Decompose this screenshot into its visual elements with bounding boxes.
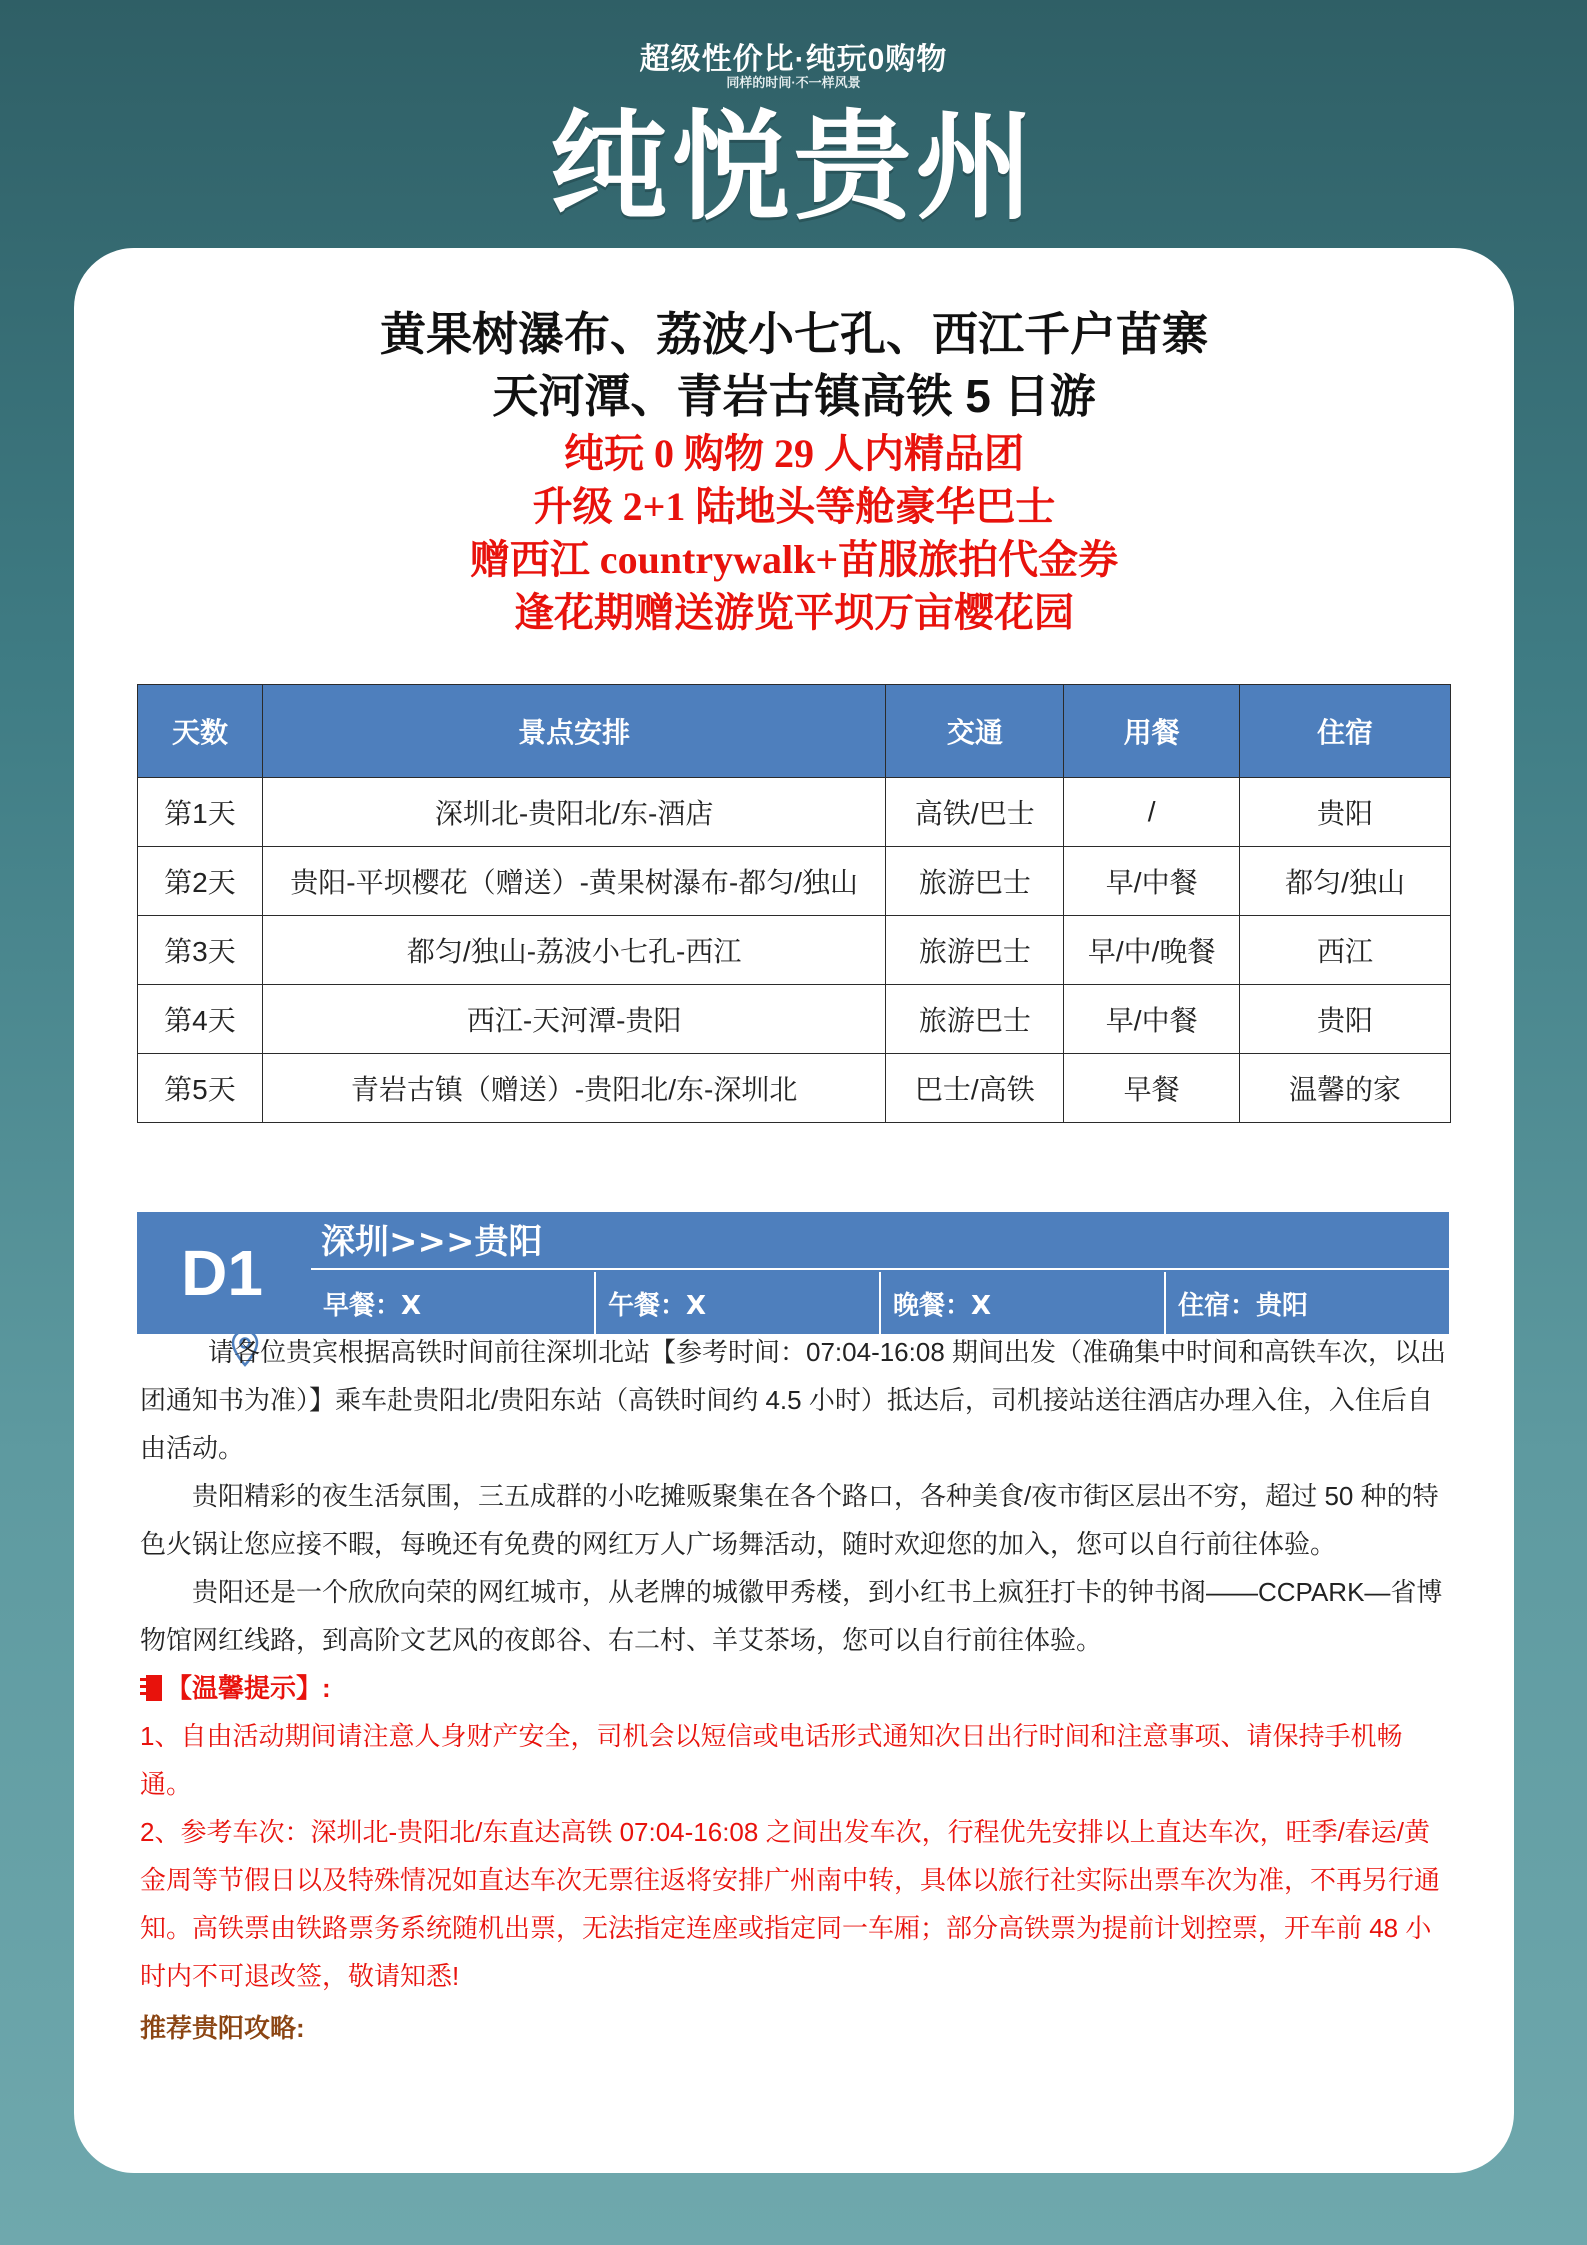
cell-lodging: 贵阳 [1240,985,1451,1054]
cell-attractions: 深圳北-贵阳北/东-酒店 [262,778,885,847]
cell-transport: 旅游巴士 [886,985,1064,1054]
cell-day: 第4天 [138,985,263,1054]
header-attractions: 景点安排 [262,685,885,778]
cell-day: 第1天 [138,778,263,847]
cell-meals: 早/中餐 [1064,847,1240,916]
day-number: D1 [181,1237,263,1309]
cell-attractions: 都匀/独山-荔波小七孔-西江 [262,916,885,985]
title-block [74,303,1514,639]
cell-transport: 旅游巴士 [886,847,1064,916]
promo-line: 升级 2+1 陆地头等舱豪华巴士 [532,484,1056,529]
recommend-heading: 推荐贵阳攻略: [140,2013,305,2043]
table-header-row [138,685,1451,778]
lunch-cell: 午餐：X [594,1272,879,1334]
cell-transport: 旅游巴士 [886,916,1064,985]
day-route: 深圳>>>贵阳 [311,1212,1449,1270]
cell-meals: 早餐 [1064,1054,1240,1123]
cell-transport: 巴士/高铁 [886,1054,1064,1123]
table-row [138,847,1451,916]
header-days: 天数 [138,685,263,778]
dinner-cell: 晚餐：X [879,1272,1164,1334]
location-pin-icon [178,1329,208,1369]
tour-title-line-1: 黄果树瀑布、荔波小七孔、西江千户苗寨 [380,308,1208,360]
header-subline: 同样的时间·不一样风景 [726,75,861,90]
promo-line: 逢花期赠送游览平坝万亩樱花园 [514,590,1074,635]
header-lodging: 住宿 [1240,685,1451,778]
header-meals: 用餐 [1064,685,1240,778]
cell-meals: 早/中/晚餐 [1064,916,1240,985]
tip-heading [140,1664,1450,1712]
paragraph-text: 请各位贵宾根据高铁时间前往深圳北站【参考时间：07:04-16:08 期间出发（准确集中时间和高铁车次，以出团通知书为准）】乘车赴贵阳北/贵阳东站（高铁时间约 4.5 小时）抵达后，司机接站送往酒店办理入住，入住后自由活动。 [140,1337,1447,1463]
cell-attractions: 青岩古镇（赠送）-贵阳北/东-深圳北 [262,1054,885,1123]
table-row [138,916,1451,985]
cell-attractions: 贵阳-平坝樱花（赠送）-黄果树瀑布-都匀/独山 [262,847,885,916]
cell-lodging: 都匀/独山 [1240,847,1451,916]
brand-title: 纯悦贵州 [549,102,1038,234]
tip-item: 2、参考车次：深圳北-贵阳北/东直达高铁 07:04-16:08 之间出发车次，行程优先安排以上直达车次，旺季/春运/黄金周等节假日以及特殊情况如直达车次无票往返将安排广州南中转，具体以旅行社实际出票车次为准，不再另行通知。高铁票由铁路票务系统随机出票，无法指定连座或指定同一车厢；部分高铁票为提前计划控票，开车前 48 小时内不可退改签，敬请知悉! [140,1817,1441,1991]
cell-day: 第2天 [138,847,263,916]
content-card [74,248,1514,2173]
cell-day: 第3天 [138,916,263,985]
header-banner [0,0,1587,250]
cell-attractions: 西江-天河潭-贵阳 [262,985,885,1054]
table-row [138,985,1451,1054]
cell-meals: / [1064,778,1240,847]
table-row [138,778,1451,847]
stay-cell: 住宿：贵阳 [1164,1272,1449,1334]
day1-description [140,1328,1450,2052]
paragraph: 贵阳精彩的夜生活氛围，三五成群的小吃摊贩聚集在各个路口，各种美食/夜市街区层出不穷，超过 50 种的特色火锅让您应接不暇，每晚还有免费的网红万人广场舞活动，随时欢迎您的加入，您可以自行前往体验。 [140,1481,1439,1559]
cell-lodging: 温馨的家 [1240,1054,1451,1123]
tour-title-line-2: 天河潭、青岩古镇高铁 5 日游 [492,370,1096,422]
table-row [138,1054,1451,1123]
itinerary-table [137,684,1451,1123]
header-tagline: 超级性价比·纯玩0购物 [639,43,948,76]
paragraph: 贵阳还是一个欣欣向荣的网红城市，从老牌的城徽甲秀楼，到小红书上疯狂打卡的钟书阁——CCPARK—省博物馆网红线路，到高阶文艺风的夜郎谷、右二村、羊艾茶场，您可以自行前往体验。 [140,1577,1443,1655]
cell-lodging: 西江 [1240,916,1451,985]
day1-header [137,1212,1449,1334]
tip-title: 【温馨提示】: [166,1673,331,1703]
tip-item: 1、自由活动期间请注意人身财产安全，司机会以短信或电话形式通知次日出行时间和注意事项、请保持手机畅通。 [140,1721,1403,1799]
cell-lodging: 贵阳 [1240,778,1451,847]
paragraph [140,1328,1450,1472]
cell-meals: 早/中餐 [1064,985,1240,1054]
day-meals-row [311,1272,1449,1334]
header-transport: 交通 [886,685,1064,778]
promo-line: 纯玩 0 购物 29 人内精品团 [564,431,1024,476]
promo-line: 赠西江 countrywalk+苗服旅拍代金券 [469,537,1119,582]
tip-icon [140,1670,166,1700]
cell-day: 第5天 [138,1054,263,1123]
cell-transport: 高铁/巴士 [886,778,1064,847]
breakfast-cell: 早餐：X [323,1291,422,1321]
